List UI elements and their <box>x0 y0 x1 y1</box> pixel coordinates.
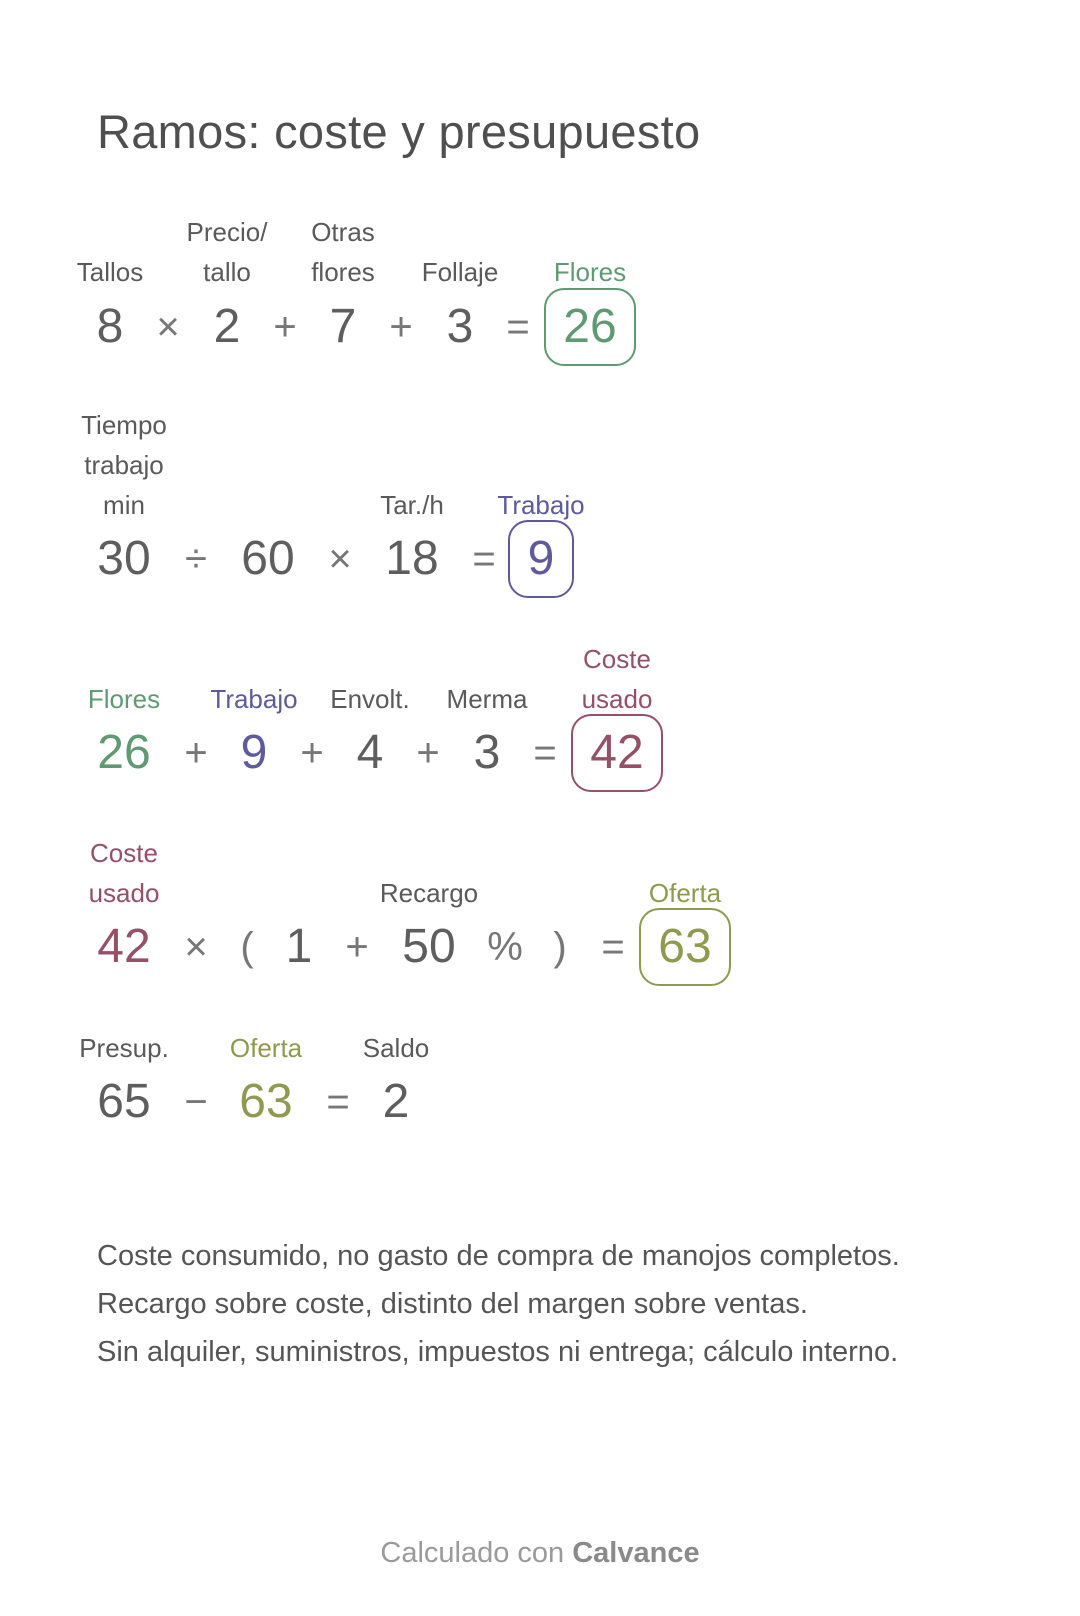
calc-value: 9 <box>240 726 268 779</box>
calc-operator: = <box>472 537 496 581</box>
calc-value: 8 <box>96 300 124 353</box>
calc-label: Saldo <box>362 1033 430 1063</box>
calc-operator: = <box>506 305 530 349</box>
calc-value: 3 <box>446 300 474 353</box>
calc-operator: − <box>184 1080 208 1124</box>
calc-label: Coste usado <box>88 838 160 908</box>
calc-label: Tallos <box>76 257 144 287</box>
calc-value: 60 <box>241 532 295 585</box>
calc-value: 7 <box>329 300 357 353</box>
calc-value: 63 <box>239 1075 293 1128</box>
calc-value: 2 <box>213 300 241 353</box>
calc-value: 26 <box>97 726 151 779</box>
footer-brand: Calvance <box>572 1537 700 1569</box>
calc-label: Precio/ tallo <box>186 217 268 287</box>
calc-operator: = <box>533 731 557 775</box>
calc-operator: × <box>156 305 180 349</box>
calc-label: Presup. <box>79 1033 169 1063</box>
calc-label: Tiempo trabajo min <box>81 410 167 520</box>
note-line: Recargo sobre coste, distinto del margen sobre ventas. <box>97 1288 808 1320</box>
calc-operator: + <box>416 731 440 775</box>
calc-operator: = <box>326 1080 350 1124</box>
calc-label: Trabajo <box>497 490 585 520</box>
calc-operator: = <box>601 925 625 969</box>
note-line: Coste consumido, no gasto de compra de manojos completos. <box>97 1240 900 1272</box>
calc-label: Envolt. <box>330 684 410 714</box>
calc-label: Oferta <box>648 878 722 908</box>
calc-operator: × <box>328 537 352 581</box>
calc-value: 26 <box>563 300 617 353</box>
result-box <box>544 288 636 366</box>
calc-operator: ÷ <box>185 537 207 581</box>
calc-value: 2 <box>382 1075 410 1128</box>
calc-operator: + <box>345 925 369 969</box>
calc-label: Oferta <box>229 1033 303 1063</box>
calc-label: Coste usado <box>581 644 653 714</box>
calc-operator: + <box>389 305 413 349</box>
calc-value: 1 <box>285 920 313 973</box>
calc-value: 50 <box>402 920 456 973</box>
calc-value: 9 <box>527 532 555 585</box>
calc-label: Merma <box>446 684 528 714</box>
calc-value: 3 <box>473 726 501 779</box>
calc-value: 63 <box>658 920 712 973</box>
footer <box>0 1537 1080 1570</box>
calc-operator: ) <box>553 925 567 969</box>
calc-value: 42 <box>97 920 151 973</box>
calc-label: Trabajo <box>210 684 298 714</box>
calc-value: 65 <box>97 1075 151 1128</box>
calc-operator: ( <box>240 925 254 969</box>
calc-value: 30 <box>97 532 151 585</box>
notes <box>97 1232 977 1376</box>
page-title: Ramos: coste y presupuesto <box>97 105 701 158</box>
footer-prefix: Calculado con <box>380 1537 573 1569</box>
calc-operator: % <box>487 925 523 969</box>
calc-operator: + <box>273 305 297 349</box>
calc-operator: + <box>300 731 324 775</box>
note-line: Sin alquiler, suministros, impuestos ni entrega; cálculo interno. <box>97 1336 899 1368</box>
result-box <box>639 908 731 986</box>
result-box <box>508 520 574 598</box>
result-box <box>571 714 663 792</box>
calc-label: Tar./h <box>380 490 444 520</box>
calc-operator: × <box>184 925 208 969</box>
calc-label: Follaje <box>421 257 499 287</box>
calc-value: 4 <box>356 726 384 779</box>
calc-label: Flores <box>553 257 627 287</box>
calc-label: Flores <box>87 684 161 714</box>
calc-label: Recargo <box>379 878 479 908</box>
calc-value: 18 <box>385 532 439 585</box>
calc-operator: + <box>184 731 208 775</box>
calc-label: Otras flores <box>311 217 375 287</box>
calc-value: 42 <box>590 726 644 779</box>
